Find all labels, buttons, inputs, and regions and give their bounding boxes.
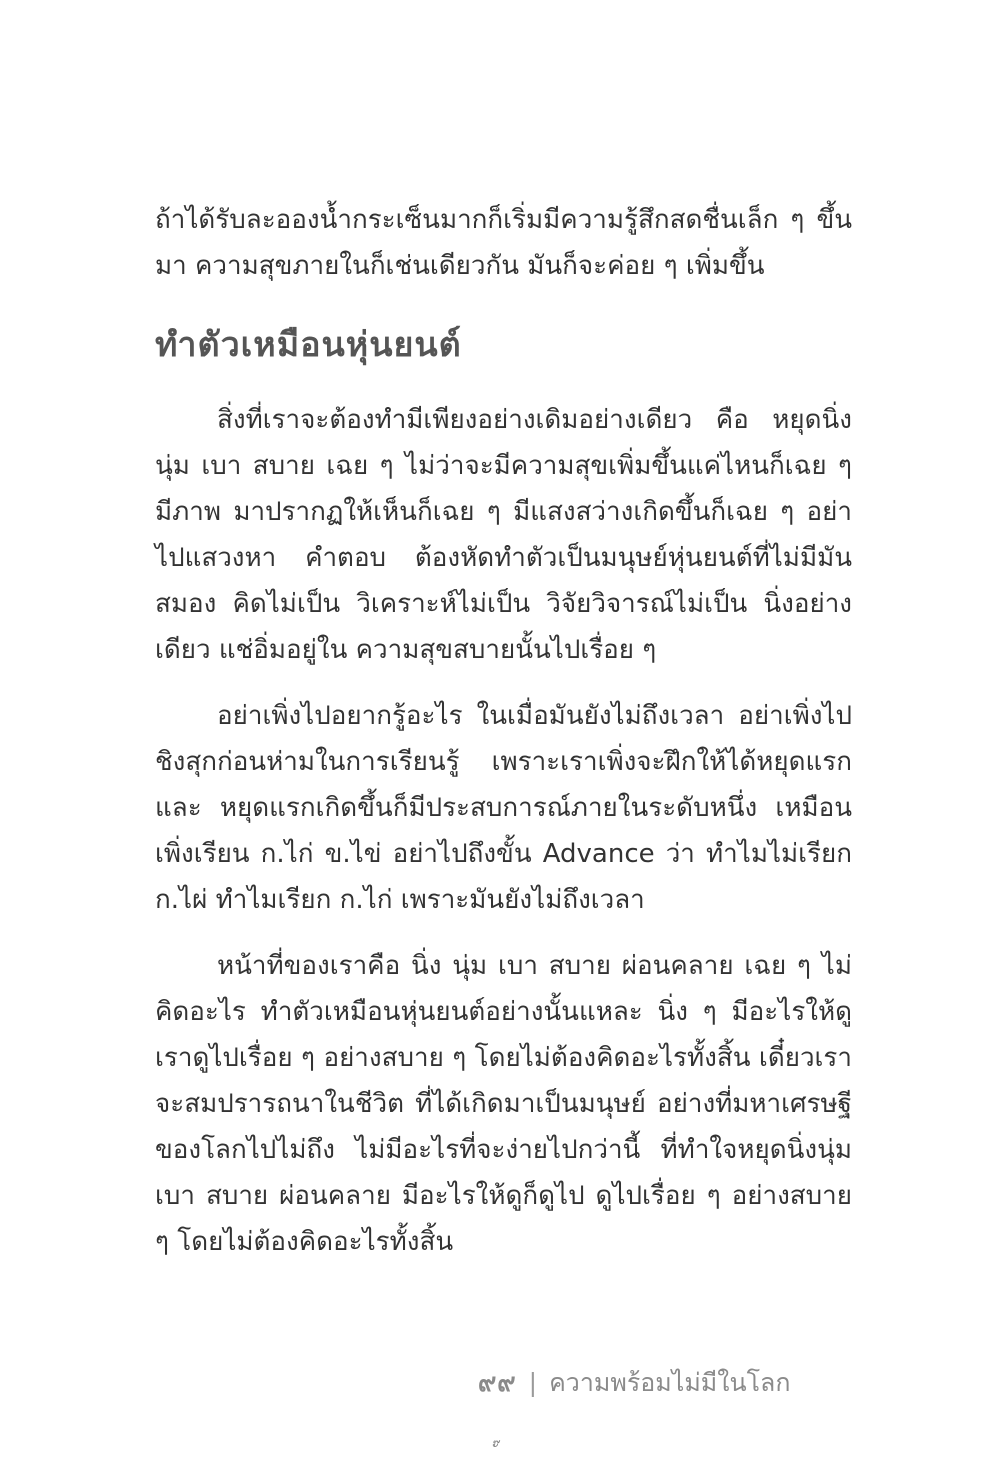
footer-divider: | — [528, 1368, 538, 1397]
book-title: ความพร้อมไม่มีในโลก — [549, 1368, 791, 1397]
page-content — [155, 197, 852, 1285]
page-footer — [478, 1363, 790, 1403]
paragraph-3: หน้าที่ของเราคือ นิ่ง นุ่ม เบา สบาย ผ่อนคลาย เฉย ๆ ไม่คิดอะไร ทำตัวเหมือนหุ่นยนต์อย่างนั้นแหละ นิ่ง ๆ มีอะไรให้ดู เราดูไปเรื่อย ๆ อย่างสบาย ๆ โดยไม่ต้องคิดอะไรทั้งสิ้น เดี๋ยวเรา จะสมปรารถนาในชีวิต ที่ได้เกิดมาเป็นมนุษย์ อย่างที่มหาเศรษฐี ของโลกไปไม่ถึง ไม่มีอะไรที่จะง่ายไปกว่านี้ ที่ทำใจหยุดนิ่งนุ่ม เบา สบาย ผ่อนคลาย มีอะไรให้ดูก็ดูไป ดูไปเรื่อย ๆ อย่างสบาย ๆ โดยไม่ต้องคิดอะไรทั้งสิ้น — [155, 951, 852, 1257]
page-number: ๙๙ — [478, 1368, 517, 1397]
opening-paragraph: ถ้าได้รับละอองน้ำกระเซ็นมากก็เริ่มมีความรู้สึกสดชื่นเล็ก ๆ ขึ้นมา ความสุขภายในก็เช่นเดียวกัน มันก็จะค่อย ๆ เพิ่มขึ้น — [155, 205, 852, 281]
section-heading: ทำตัวเหมือนหุ่นยนต์ — [155, 325, 462, 365]
paragraph-1: สิ่งที่เราจะต้องทำมีเพียงอย่างเดิมอย่างเดียว คือ หยุดนิ่งนุ่ม เบา สบาย เฉย ๆ ไม่ว่าจะมีความสุขเพิ่มขึ้นแค่ไหนก็เฉย ๆ มีภาพ มาปรากฏให้เห็นก็เฉย ๆ มีแสงสว่างเกิดขึ้นก็เฉย ๆ อย่าไปแสวงหา คำตอบ ต้องหัดทำตัวเป็นมนุษย์หุ่นยนต์ที่ไม่มีมันสมอง คิดไม่เป็น วิเคราะห์ไม่เป็น วิจัยวิจารณ์ไม่เป็น นิ่งอย่างเดียว แช่อิ่มอยู่ใน ความสุขสบายนั้นไปเรื่อย ๆ — [155, 405, 852, 665]
paragraph-2: อย่าเพิ่งไปอยากรู้อะไร ในเมื่อมันยังไม่ถึงเวลา อย่าเพิ่งไป ชิงสุกก่อนห่ามในการเรียนรู้ เพราะเราเพิ่งจะฝึกให้ได้หยุดแรก และ หยุดแรกเกิดขึ้นก็มีประสบการณ์ภายในระดับหนึ่ง เหมือนเพิ่งเรียน ก.ไก่ ข.ไข่ อย่าไปถึงขั้น Advance ว่า ทำไมไม่เรียก ก.ไผ่ ทำไมเรียก ก.ไก่ เพราะมันยังไม่ถึงเวลา — [155, 701, 852, 915]
